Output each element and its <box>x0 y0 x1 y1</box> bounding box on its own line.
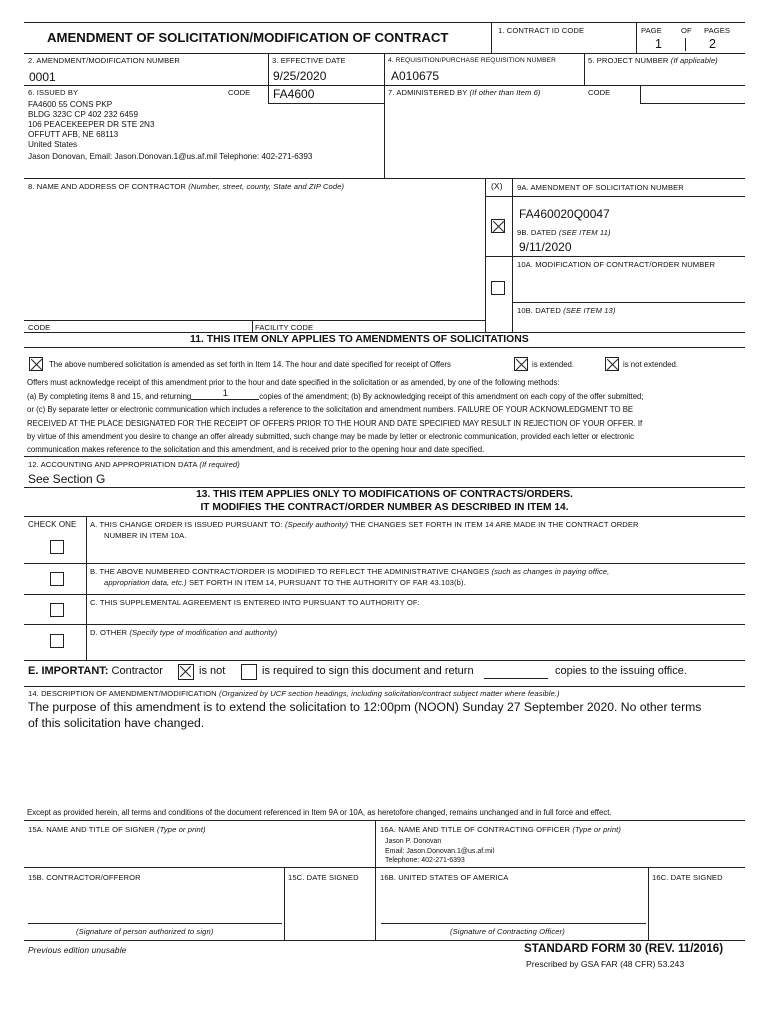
contractor-signature-label: 15B. CONTRACTOR/OFFEROR <box>28 873 141 882</box>
divider <box>384 53 385 178</box>
dated-10b-note: (SEE ITEM 13) <box>563 306 616 315</box>
amendment-number-label: 2. AMENDMENT/MODIFICATION NUMBER <box>28 56 180 65</box>
dated-9b-label: 9B. DATED <box>517 228 557 237</box>
divider <box>86 516 87 660</box>
option-b-text: B. THE ABOVE NUMBERED CONTRACT/ORDER IS MODIFIED TO REFLECT THE ADMINISTRATIVE CHANGES <box>90 567 490 576</box>
facility-code-label: FACILITY CODE <box>255 323 314 332</box>
check-one-label: CHECK ONE <box>28 520 77 529</box>
previous-edition-note: Previous edition unusable <box>28 945 127 955</box>
contractor-code-label: CODE <box>28 323 51 332</box>
row-border <box>24 660 745 661</box>
divider <box>636 22 637 53</box>
contractor-signature-caption: (Signature of person authorized to sign) <box>76 927 214 936</box>
section-13-heading <box>24 489 745 514</box>
of-label: OF <box>681 26 692 35</box>
row-border <box>485 256 745 257</box>
address-line: 106 PEACEKEEPER DR STE 2N3 <box>28 120 155 129</box>
pages-label: PAGES <box>704 26 731 35</box>
option-c-checkbox[interactable] <box>50 603 64 617</box>
not-extended-checkbox[interactable] <box>605 357 619 371</box>
administered-by-label: 7. ADMINISTERED BY <box>388 88 468 97</box>
modification-number-label: 10A. MODIFICATION OF CONTRACT/ORDER NUMBER <box>517 260 716 269</box>
contractor-signature-line[interactable] <box>28 923 282 924</box>
officer-name-label: 16A. NAME AND TITLE OF CONTRACTING OFFICER <box>380 825 571 834</box>
signer-name-note: (Type or print) <box>157 825 206 834</box>
option-d-checkbox[interactable] <box>50 634 64 648</box>
requisition-number[interactable]: A010675 <box>391 69 440 83</box>
contractor-label: 8. NAME AND ADDRESS OF CONTRACTOR <box>28 182 187 191</box>
section-11-paragraph: Offers must acknowledge receipt of this amendment prior to the hour and date specified in the solicitation or as amended, by one of the following methods: <box>27 378 560 387</box>
section-11-paragraph: or (c) By separate letter or electronic communication which includes a reference to the solicitation and amendment numbers. FAILURE OF YOUR ACKNOWLEDGMENT TO BE <box>27 405 634 414</box>
solicitation-number[interactable]: FA460020Q0047 <box>519 207 610 221</box>
administered-code-label: CODE <box>588 88 611 97</box>
effective-date[interactable]: 9/25/2020 <box>273 69 327 83</box>
page-separator <box>685 38 686 51</box>
signer-name-label: 15A. NAME AND TITLE OF SIGNER <box>28 825 155 834</box>
issued-by-label: 6. ISSUED BY <box>28 88 79 97</box>
row-border <box>24 178 745 179</box>
row-border <box>24 320 485 321</box>
row-border <box>24 487 745 488</box>
solicitation-date[interactable]: 9/11/2020 <box>519 240 572 254</box>
option-d-text: D. OTHER <box>90 628 128 637</box>
officer-line: Jason P. Donovan <box>385 838 442 845</box>
divider <box>584 53 585 85</box>
option-d-note: (Specify type of modification and authority) <box>129 628 278 637</box>
issued-code-label: CODE <box>228 88 251 97</box>
section-13-heading-line2: IT MODIFIES THE CONTRACT/ORDER NUMBER AS DESCRIBED IN ITEM 14. <box>200 501 569 513</box>
row-border <box>24 820 745 821</box>
officer-line: Email: Jason.Donovan.1@us.af.mil <box>385 847 495 855</box>
option-a-text: A. THIS CHANGE ORDER IS ISSUED PURSUANT TO: <box>90 520 283 529</box>
section-11-paragraph <box>27 388 644 403</box>
officer-date-label: 16C. DATE SIGNED <box>652 873 723 882</box>
option-a-line2: NUMBER IN ITEM 10A. <box>104 531 187 540</box>
divider <box>512 178 513 332</box>
important-line <box>28 665 163 677</box>
row-border <box>24 332 745 333</box>
dated-10b-label: 10B. DATED <box>517 306 561 315</box>
is-required-checkbox[interactable] <box>241 664 257 680</box>
requisition-number-label: 4. REQUISITION/PURCHASE REQUISITION NUMBER <box>388 57 556 64</box>
not-extended-label: is not extended. <box>623 360 679 369</box>
code-underline <box>640 103 745 104</box>
contractor-date-label: 15C. DATE SIGNED <box>288 873 359 882</box>
contractor-word: Contractor <box>111 665 163 677</box>
is-required-label: is required to sign this document and return <box>262 665 474 677</box>
officer-name-note: (Type or print) <box>572 825 621 834</box>
section-11-paragraph: RECEIVED AT THE PLACE DESIGNATED FOR THE RECEIPT OF OFFERS PRIOR TO THE HOUR AND DATE SPECIFIED MAY RESULT IN REJECTION OF YOUR OFFER. If <box>27 419 643 428</box>
divider <box>284 867 285 940</box>
section-11-heading: 11. THIS ITEM ONLY APPLIES TO AMENDMENTS OF SOLICITATIONS <box>190 334 529 345</box>
divider <box>640 85 641 103</box>
option-a-checkbox[interactable] <box>50 540 64 554</box>
description-text[interactable] <box>28 700 701 731</box>
copies-blank[interactable] <box>484 678 548 679</box>
description-note: (Organized by UCF section headings, including solicitation/contract subject matter where feasible.) <box>218 689 560 698</box>
contractor-note: (Number, street, county, State and ZIP Code) <box>188 182 345 191</box>
address-line: OFFUTT AFB, NE 68113 <box>28 130 119 139</box>
description-label: 14. DESCRIPTION OF AMENDMENT/MODIFICATION <box>28 689 217 698</box>
dated-9b-note: (SEE ITEM 11) <box>558 228 611 237</box>
copies-label: copies to the issuing office. <box>555 665 687 677</box>
section-11-line1: The above numbered solicitation is amended as set forth in Item 14. The hour and date specified for receipt of Offers <box>49 360 451 369</box>
officer-signature-line[interactable] <box>381 923 646 924</box>
is-not-label: is not <box>199 665 226 677</box>
row-border <box>24 456 745 457</box>
important-label: E. IMPORTANT: <box>28 665 109 677</box>
usa-signature-label: 16B. UNITED STATES OF AMERICA <box>380 873 509 882</box>
row-border <box>24 594 745 595</box>
officer-signature-caption: (Signature of Contracting Officer) <box>450 927 565 936</box>
method-b-text: copies of the amendment; (b) By acknowledging receipt of this amendment on each copy of the offer submitted; <box>259 392 644 401</box>
administered-by-note: (If other than Item 6) <box>469 88 541 97</box>
extended-checkbox[interactable] <box>514 357 528 371</box>
officer-line: Telephone: 402-271-6393 <box>385 857 465 864</box>
x-column-label: (X) <box>491 181 503 191</box>
option-a-rest: THE CHANGES SET FORTH IN ITEM 14 ARE MADE IN THE CONTRACT ORDER <box>350 520 639 529</box>
item-10-checkbox[interactable] <box>491 281 505 295</box>
method-a-text: (a) By completing items 8 and 15, and returning <box>27 392 192 401</box>
issued-by-address <box>28 100 312 162</box>
row-border <box>24 516 745 517</box>
row-border <box>485 196 745 197</box>
form-number: STANDARD FORM 30 (REV. 11/2016) <box>524 942 724 955</box>
divider <box>485 178 486 332</box>
issued-code[interactable]: FA4600 <box>273 87 315 101</box>
description-line: The purpose of this amendment is to extend the solicitation to 12:00pm (NOON) Sunday 27 September 2020. No other terms <box>28 700 702 714</box>
address-line: FA4600 55 CONS PKP <box>28 100 113 109</box>
option-b-note2: appropriation data, etc.) <box>104 578 187 587</box>
option-b-line2: SET FORTH IN ITEM 14, PURSUANT TO THE AUTHORITY OF FAR 43.103(b). <box>188 578 466 587</box>
effective-date-label: 3. EFFECTIVE DATE <box>272 56 346 65</box>
row-border <box>24 347 745 348</box>
option-a-note: (Specify authority) <box>285 520 349 529</box>
contact-line: Jason Donovan, Email: Jason.Donovan.1@us.af.mil Telephone: 402-271-6393 <box>28 152 313 161</box>
form-title: AMENDMENT OF SOLICITATION/MODIFICATION OF CONTRACT <box>47 30 449 45</box>
accounting-data[interactable]: See Section G <box>28 472 106 486</box>
project-number-note: (If applicable) <box>670 56 718 65</box>
option-c-text: C. THIS SUPPLEMENTAL AGREEMENT IS ENTERED INTO PURSUANT TO AUTHORITY OF: <box>90 598 420 607</box>
divider <box>375 820 376 940</box>
extended-label: is extended. <box>532 360 575 369</box>
accounting-data-note: (If required) <box>199 460 240 469</box>
project-number-label: 5. PROJECT NUMBER <box>588 56 669 65</box>
page-label: PAGE <box>641 26 662 35</box>
is-not-checkbox[interactable] <box>178 664 194 680</box>
section-13-heading-line1: 13. THIS ITEM APPLIES ONLY TO MODIFICATIONS OF CONTRACTS/ORDERS. <box>196 489 573 500</box>
option-b-checkbox[interactable] <box>50 572 64 586</box>
section-11-paragraph: communication makes reference to the solicitation and this amendment, and is received prior to the opening hour and date specified. <box>27 445 485 454</box>
row-border <box>24 563 745 564</box>
divider <box>268 53 269 103</box>
row-border <box>24 85 745 86</box>
row-border <box>24 686 745 687</box>
terms-statement: Except as provided herein, all terms and conditions of the document referenced in Item 9A or 10A, as heretofore changed, remains unchanged and in full force and effect. <box>27 808 612 817</box>
officer-info <box>385 837 494 866</box>
address-line: BLDG 323C CP 402 232 6459 <box>28 110 139 119</box>
contract-id-label: 1. CONTRACT ID CODE <box>498 26 585 35</box>
row-border <box>512 302 745 303</box>
description-line: of this solicitation have changed. <box>28 715 205 730</box>
address-line: United States <box>28 140 78 149</box>
copies-count[interactable]: 1 <box>191 388 259 400</box>
row-border <box>24 624 745 625</box>
form-bottom-border <box>24 940 745 941</box>
amendment-solicitation-label: 9A. AMENDMENT OF SOLICITATION NUMBER <box>517 183 684 192</box>
divider <box>491 22 492 53</box>
option-b-note: (such as changes in paying office, <box>491 567 610 576</box>
page-number: 1 <box>655 37 662 51</box>
amendment-number[interactable]: 0001 <box>29 70 56 84</box>
divider <box>648 867 649 940</box>
divider <box>252 320 253 332</box>
section-11-paragraph: by virtue of this amendment you desire to change an offer already submitted, such change may be made by letter or electronic communication, provided each letter or electronic <box>27 432 635 441</box>
accounting-data-label: 12. ACCOUNTING AND APPROPRIATION DATA <box>28 460 198 469</box>
row-border <box>24 867 745 868</box>
offer-amended-checkbox[interactable] <box>29 357 43 371</box>
item-9-checkbox[interactable] <box>491 219 505 233</box>
total-pages: 2 <box>709 37 716 51</box>
prescribed-by: Prescribed by GSA FAR (48 CFR) 53.243 <box>526 959 685 969</box>
